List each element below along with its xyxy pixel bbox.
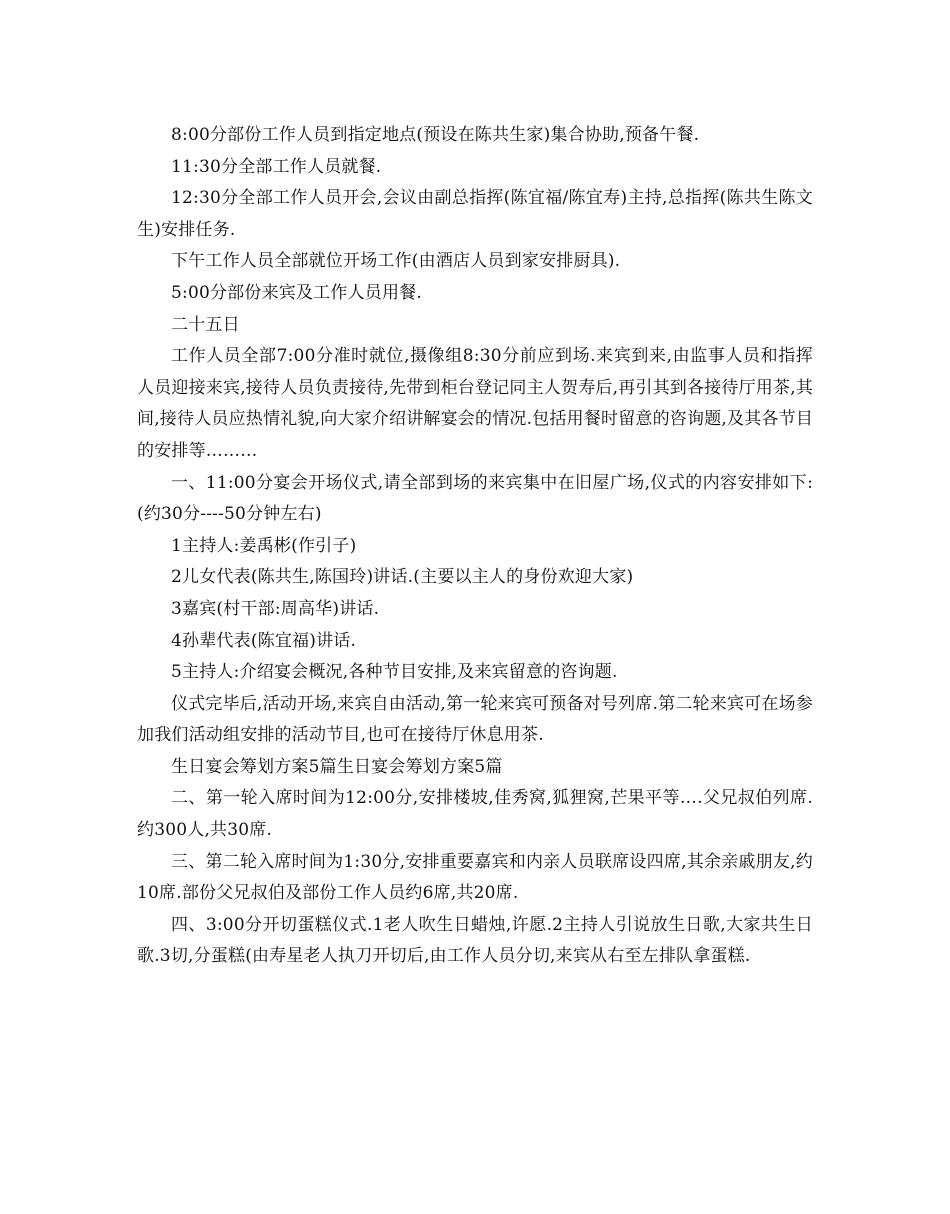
paragraph: 8:00分部份工作人员到指定地点(预设在陈共生家)集合协助,预备午餐. — [171, 125, 700, 145]
paragraph: 三、第二轮入席时间为1:30分,安排重要嘉宾和内亲人员联席设四席,其余亲戚朋友,约10席.部份父兄叔伯及部份工作人员约6席,共20席. — [137, 851, 813, 904]
list-item: 4孙辈代表(陈宜福)讲话. — [171, 630, 357, 651]
paragraph: 四、3:00分开切蛋糕仪式.1老人吹生日蜡烛,许愿.2主持人引说放生日歌,大家共生日歌.3切,分蛋糕(由寿星老人执刀开切后,由工作人员分切,来宾从右至左排队拿蛋糕. — [137, 914, 813, 967]
list-item: 1主持人:姜禹彬(作引子) — [171, 535, 357, 556]
paragraph: 下午工作人员全部就位开场工作(由酒店人员到家安排厨具). — [171, 251, 621, 272]
paragraph: 工作人员全部7:00分准时就位,摄像组8:30分前应到场.来宾到来,由监事人员和指挥人员迎接来宾,接待人员负责接待,先带到柜台登记同主人贺寿后,再引其到各接待厅用茶,其间,接待人员应热情礼貌,向大家介绍讲解宴会的情况.包括用餐时留意的咨询题,及其各节目的安排等……… — [137, 346, 814, 461]
paragraph: 仪式完毕后,活动开场,来宾自由活动,第一轮来宾可预备对号列席.第二轮来宾可在场参加我们活动组安排的活动节目,也可在接待厅休息用茶. — [137, 693, 813, 746]
paragraph: 生日宴会筹划方案5篇生日宴会筹划方案5篇 — [171, 756, 503, 777]
list-item: 5主持人:介绍宴会概况,各种节目安排,及来宾留意的咨询题. — [171, 662, 618, 683]
paragraph: 12:30分全部工作人员开会,会议由副总指挥(陈宜福/陈宜寿)主持,总指挥(陈共生陈文生)安排任务. — [137, 188, 813, 240]
paragraph: 11:30分全部工作人员就餐. — [171, 156, 382, 177]
paragraph: 一、11:00分宴会开场仪式,请全部到场的来宾集中在旧屋广场,仪式的内容安排如下:(约30分----50分钟左右) — [137, 472, 813, 525]
paragraph: 二、第一轮入席时间为12:00分,安排楼坡,佳秀窝,狐狸窝,芒果平等….父兄叔伯列席.约300人,共30席. — [137, 788, 813, 841]
list-item: 3嘉宾(村干部:周高华)讲话. — [171, 598, 380, 619]
paragraph: 5:00分部份来宾及工作人员用餐. — [171, 282, 422, 303]
document-body — [137, 120, 813, 973]
list-item: 2儿女代表(陈共生,陈国玲)讲话.(主要以主人的身份欢迎大家) — [171, 567, 634, 588]
section-heading-date: 二十五日 — [171, 314, 240, 335]
